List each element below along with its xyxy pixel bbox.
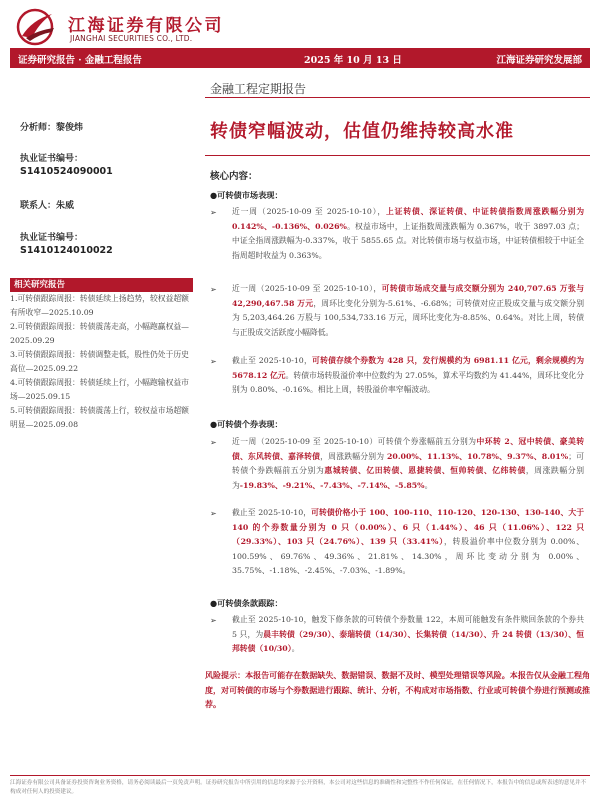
bullet-icon: ➢ [210,438,217,447]
bullet-icon: ➢ [210,285,217,294]
paragraph-clause-triggers: 截止至 2025-10-10，触发下修条款的可转债个券数量 122，本周可能触发有条件赎回条款的个券共 5 只，为晨丰转债（29/30）、泰瑞转债（14/30）、长集转债（14/30）、升 24 转债（13/30）、恒邦转债（10/30）。 [232,615,584,654]
paragraph-price-distribution: 截止至 2025-10-10，可转债价格小于 100、100-110、110-120、120-130、130-140、大于 140 的个券数量分别为 0 只（0.00%）、6 只（1.44%）、46 只（11.06%）、122 只（29.33%）、103 只（24.76%）、139 只（33.41%），转股溢价率中位数分别为 0.00%、100.59%、69.76%、49.36%、21.81%、14.30%，周环比变动分别为 0.00%、35.75%、-1.18%、-2.45%、-7.03%、-1.89%。 [232,508,585,576]
core-content-label: 核心内容： [210,171,258,182]
related-report-item[interactable]: 3.可转债跟踪周报：转债调整走低，股性仍处于历史高位—2025.09.22 [10,350,189,373]
section-market-performance: ●可转债市场表现： [210,190,283,200]
related-report-item[interactable]: 1.可转债跟踪周报：转债延续上扬趋势，较权益超额有所收窄—2025.10.09 [10,294,189,317]
contact-name: 朱威 [56,201,75,211]
bullet-icon: ➢ [210,208,217,217]
related-report-item[interactable]: 5.可转债跟踪周报：转债震荡上行，较权益市场超额明显—2025.09.08 [10,406,189,429]
company-name-en: JIANGHAI SECURITIES CO., LTD. [70,34,193,43]
report-category: 金融工程定期报告 [210,82,307,96]
related-report-item[interactable]: 2.可转债跟踪周报：转债震荡走高，小幅跑赢权益—2025.09.29 [10,322,189,345]
related-reports-list [10,292,193,432]
title-divider [205,155,590,156]
analyst-label: 分析师： [20,123,57,133]
related-reports-header: 相关研究报告 [10,278,193,292]
section-individual-bonds: ●可转债个券表现： [210,419,283,429]
footer-divider [10,775,590,776]
report-header-bar [10,48,590,68]
contact-label: 联系人： [20,201,57,211]
cert1-number: S1410524090001 [20,166,113,177]
risk-disclaimer: 风险提示：本报告可能存在数据缺失、数据错误、数据不及时、模型处理错误等风险。本报告仅从金融工程角度，对可转债的市场与个券数据进行跟踪、统计、分析，不构成对市场指数、行业或可转债个券进行预测或推荐。 [205,670,590,710]
cert2-label: 执业证书编号： [20,233,84,243]
company-logo-icon [14,8,60,46]
paragraph-market-index: 近一周（2025-10-09 至 2025-10-10），上证转债、深证转债、中证转债指数周涨跌幅分别为 0.142%、-0.136%、0.026%。权益市场中，上证指数周涨跌幅为 0.367%，收于 3897.03 点；中证全指周涨跌幅为-0.337%，收于 5855.65 点。对比转债市场与权益市场，中证转债相较于中证全指周超时收益为 0.363%。 [232,207,585,260]
bullet-icon: ➢ [210,509,217,518]
footer-disclaimer: 江海证券有限公司具备证券投资咨询业务资格，请务必阅读最后一页免责声明。证券研究报告中所引用的信息均来源于公开资料，本公司对这些信息的准确性和完整性不作任何保证，在任何情况下，本报告中的信息或所表述的意见并不构成对任何人的投资建议。 [10,780,587,795]
company-name-cn: 江海证券有限公司 [68,16,224,36]
analyst-name: 黎俊炜 [56,123,84,133]
report-type: 证券研究报告 · 金融工程报告 [18,55,142,66]
report-date: 2025 年 10 月 13 日 [304,55,402,66]
category-divider [205,97,590,98]
cert2-number: S1410124010022 [20,245,113,256]
related-report-item[interactable]: 4.可转债跟踪周报：转债延续上行，小幅跑输权益市场—2025.09.15 [10,378,189,401]
company-logo [14,8,284,44]
paragraph-top-movers: 近一周（2025-10-09 至 2025-10-10）可转债个券涨幅前五分别为中环转 2、冠中转债、豪美转债、东风转债、嘉泽转债，周涨跌幅分别为 20.00%、11.13%、10.78%、9.37%、8.01%；可转债个券跌幅前五分别为惠城转债、亿田转债、恩捷转债、恒帅转债、亿纬转债，周涨跌幅分别为-19.83%、-9.21%、-7.43%、-7.14%、-5.85%。 [232,437,585,490]
research-dept: 江海证券研究发展部 [496,55,582,66]
report-title: 转债窄幅波动，估值仍维持较高水准 [210,121,514,142]
bullet-icon: ➢ [210,616,217,625]
paragraph-market-size: 截止至 2025-10-10，可转债存续个券数为 428 只，发行规模约为 6981.11 亿元，剩余规模约为 5678.12 亿元。转债市场转股溢价率中位数约为 27.05%，算术平均数约为 41.44%，周环比变化分别为 0.80%、-0.16%。相比上周，转股溢价率窄幅波动。 [232,356,584,395]
cert1-label: 执业证书编号： [20,154,84,164]
paragraph-market-volume: 近一周（2025-10-09 至 2025-10-10），可转债市场成交量与成交额分别为 240,707.65 万张与 42,290,467.58 万元，周环比变化分别为-5.61%、-6.68%；可转债对应正股成交量与成交额分别为 5,203,464.26 万股与 100,534,733.16 万元，周环比变化为-8.85%、0.64%。对比上周，转债与正股成交活跃度小幅降低。 [232,284,585,337]
section-clause-tracking: ●可转债条款跟踪： [210,598,283,608]
bullet-icon: ➢ [210,357,217,366]
